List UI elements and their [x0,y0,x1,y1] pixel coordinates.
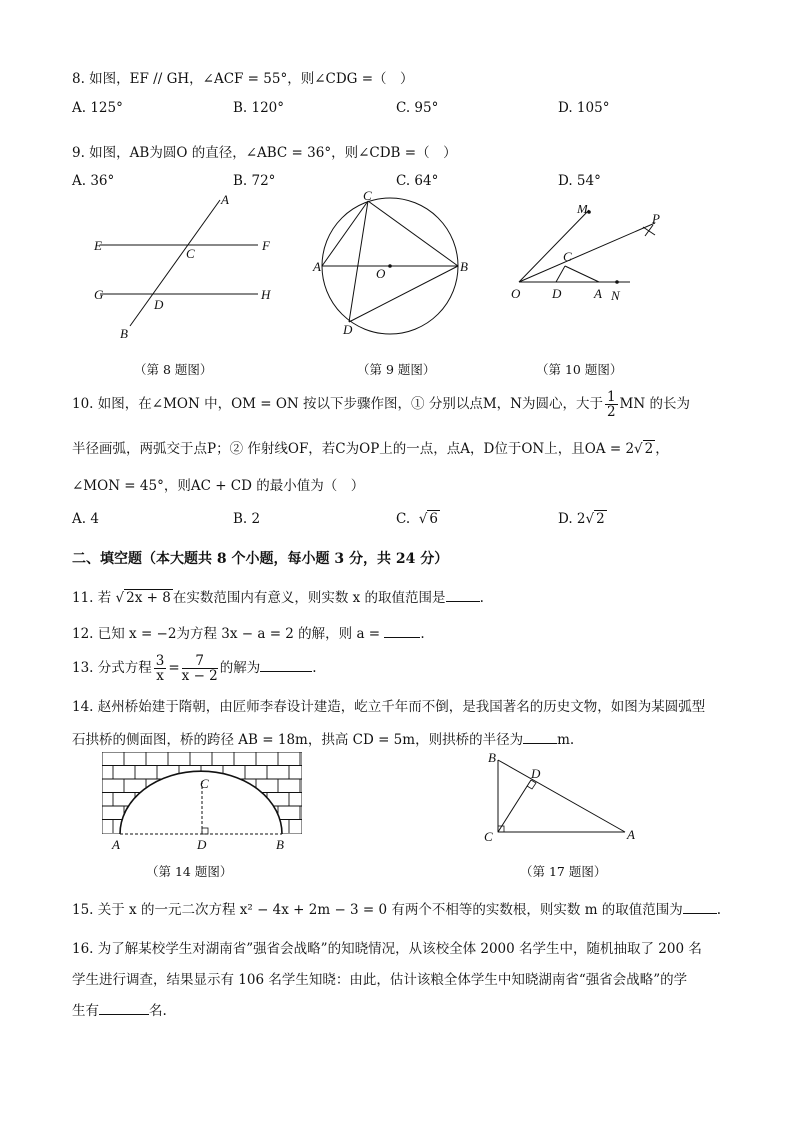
fig10-label-p: P [652,211,660,226]
q10-line1: 10. 如图，在∠MON 中，OM = ON 按以下步骤作图，① 分别以点M，N为圆心，大于 $\frac{1}{2}$ MN 的长为 [72,389,690,420]
q9-option-c: C. 64° [396,173,439,189]
fig8-label-g: G [94,287,104,302]
fig9-label-c: C [363,188,372,203]
q10-option-c: C. √ 6 [396,511,438,527]
q8-option-b: B. 120° [233,100,285,116]
fig17-caption: （第 17 题图） [520,864,607,879]
q16-line1: 16. 为了解某校学生对湖南省”强省会战略”的知晓情况，从该校全体 2000 名学生中，随机抽取了 200 名 [72,941,702,957]
fig8-label-d: D [154,297,164,312]
fig8-caption: （第 8 题图） [134,362,213,377]
figure-10 [505,205,675,305]
section-2-heading: 二、填空题（本大题共 8 个小题，每小题 3 分，共 24 分） [72,551,449,567]
fig8-label-c: C [186,246,195,261]
figure-14 [98,748,308,854]
q10-fraction: $\frac{1}{2}$ [606,389,616,420]
q16-line3: 生有 名. [72,1003,167,1019]
q8-option-c: C. 95° [396,100,439,116]
fig9-label-d: D [343,322,353,337]
q10-option-b: B. 2 [233,511,261,527]
fig9-label-b: B [460,259,468,274]
q12: 12. 已知 x = −2为方程 3x − a = 2 的解，则 a = . [72,626,425,642]
q10-option-d: D. 2√ 2 [558,511,605,527]
q13: 13. 分式方程 $\frac{3}{x}$ = $\frac{7}{x - 2}$ 的解为 . [72,653,317,684]
fig8-label-b: B [120,326,128,341]
fig9-label-o: O [376,266,386,281]
fig14-label-d: D [197,837,207,852]
fig17-label-b: B [488,750,496,765]
figure-9 [305,186,485,346]
fig10-label-m: M [577,205,588,216]
fig10-label-d: D [552,286,562,301]
fig10-caption: （第 10 题图） [536,362,623,377]
fig14-caption: （第 14 题图） [146,864,233,879]
fig10-label-n: N [611,288,620,303]
fig8-label-e: E [94,238,102,253]
fig9-label-a: A [313,259,321,274]
q15: 15. 关于 x 的一元二次方程 x² − 4x + 2m − 3 = 0 有两个不相等的实数根，则实数 m 的取值范围为 . [72,902,722,918]
q8-option-a: A. 125° [72,100,123,116]
fig10-label-c: C [563,249,572,264]
q9-option-d: D. 54° [558,173,601,189]
q8-option-d: D. 105° [558,100,610,116]
q14-line2: 石拱桥的侧面图，桥的跨径 AB = 18m，拱高 CD = 5m，则拱桥的半径为 m. [72,732,575,748]
q16-line2: 学生进行调查，结果显示有 106 名学生知晓：由此，估计该粮全体学生中知晓湖南省“强省会战略”的学 [72,972,688,988]
q14-line1: 14. 赵州桥始建于隋朝，由匠师李春设计建造，屹立千年而不倒，是我国著名的历史文物，如图为某圆弧型 [72,699,706,715]
fig8-label-h: H [261,287,271,302]
fig8-label-f: F [262,238,270,253]
q10-option-a: A. 4 [72,511,99,527]
fig14-label-a: A [112,837,120,852]
q10-line3: ∠MON = 45°，则AC + CD 的最小值为（ ） [72,478,365,494]
fig17-label-d: D [531,766,541,781]
q10-line2: 半径画弧，两弧交于点P；② 作射线OF，若C为OP上的一点，点A，D位于ON上，且OA = 2√ 2 ， [72,441,669,457]
fig10-label-a: A [594,286,602,301]
fig14-label-c: C [200,776,209,791]
fig9-caption: （第 9 题图） [357,362,436,377]
q11: 11. 若 √ 2x + 8 在实数范围内有意义，则实数 x 的取值范围是 . [72,590,484,606]
fig17-label-c: C [484,829,493,844]
fig8-label-a: A [221,192,229,207]
fig17-label-a: A [627,827,635,842]
q9-option-a: A. 36° [72,173,115,189]
figure-8 [88,190,288,345]
fig10-label-o: O [511,286,521,301]
q9-stem: 9. 如图，AB为圆O 的直径，∠ABC = 36°，则∠CDB =（ ） [72,145,457,161]
q9-option-b: B. 72° [233,173,276,189]
figure-17 [480,748,650,848]
q8-stem: 8. 如图，EF // GH，∠ACF = 55°，则∠CDG =（ ） [72,71,414,87]
fig14-label-b: B [276,837,284,852]
